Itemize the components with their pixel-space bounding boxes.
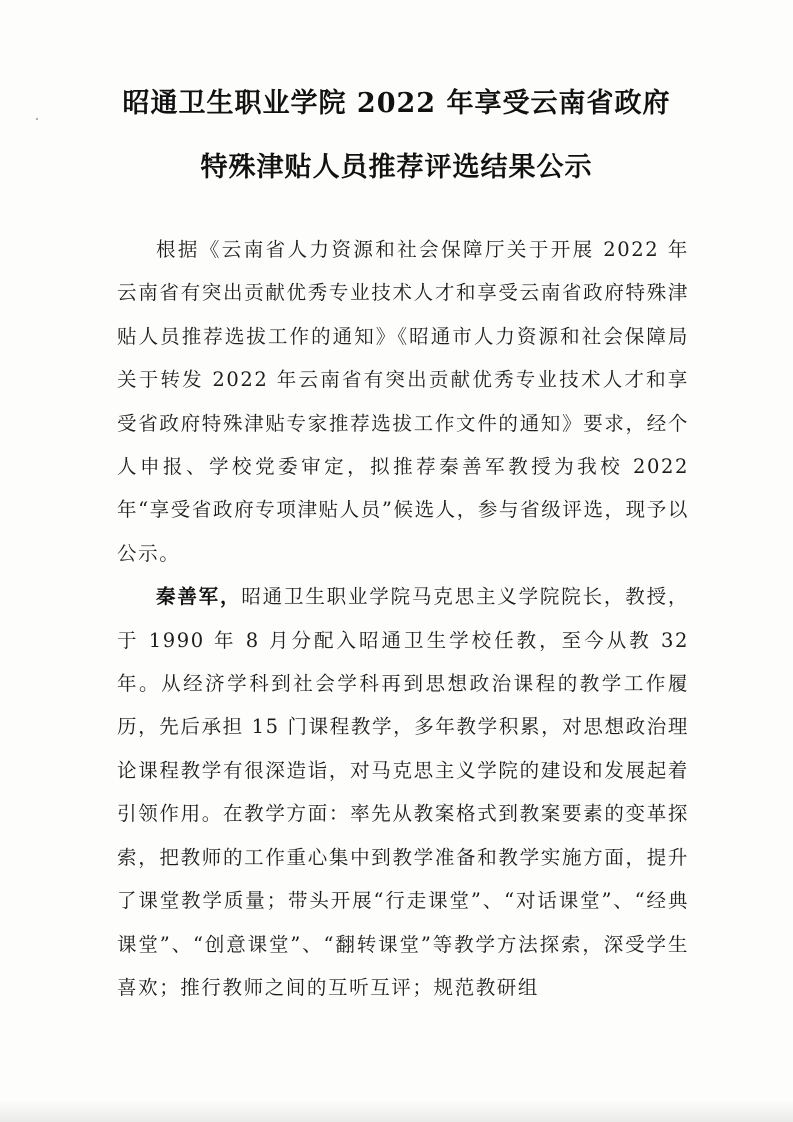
document-title xyxy=(0,72,793,200)
title-line-1: 昭通卫生职业学院 2022 年享受云南省政府 xyxy=(122,88,671,119)
candidate-name: 秦善军， xyxy=(156,585,242,609)
document-body xyxy=(117,228,689,1009)
scan-bottom-edge xyxy=(0,1100,793,1122)
paragraph-announcement: 根据《云南省人力资源和社会保障厅关于开展 2022 年云南省有突出贡献优秀专业技术人才和享受云南省政府特殊津贴人员推荐选拔工作的通知》《昭通市人力资源和社会保障局关于转发 2022 年云南省有突出贡献优秀专业技术人才和享受省政府特殊津贴专家推荐选拔工作文件的通知》要求，经个人申报、学校党委审定，拟推荐秦善军教授为我校 2022 年“享受省政府专项津贴人员”候选人，参与省级评选，现予以公示。 xyxy=(117,238,689,565)
paragraph-candidate-profile xyxy=(117,575,689,1009)
title-line-2: 特殊津贴人员推荐评选结果公示 xyxy=(200,152,593,183)
candidate-description: 昭通卫生职业学院马克思主义学院院长，教授，于 1990 年 8 月分配入昭通卫生学校任教，至今从教 32 年。从经济学科到社会学科再到思想政治课程的教学工作履历，先后承担 15 门课程教学，多年教学积累，对思想政治理论课程教学有很深造诣，对马克思主义学院的建设和发展起着引领作用。在教学方面：率先从教案格式到教案要素的变革探索，把教师的工作重心集中到教学准备和教学实施方面，提升了课堂教学质量；带头开展“行走课堂”、“对话课堂”、“经典课堂”、“创意课堂”、“翻转课堂”等教学方法探索，深受学生喜欢；推行教师之间的互听互评；规范教研组 xyxy=(117,585,689,999)
